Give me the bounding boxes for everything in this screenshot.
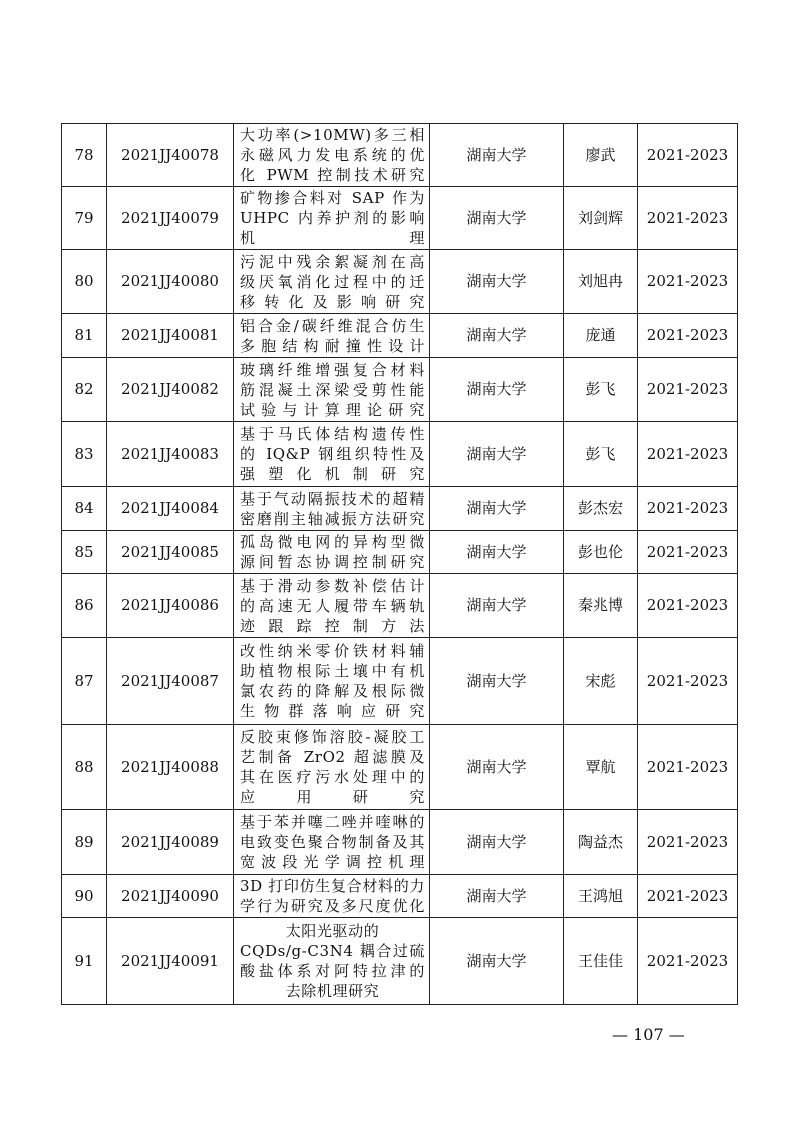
project-title-line: 改性纳米零价铁材料辅 bbox=[240, 642, 425, 660]
project-leader: 彭也伦 bbox=[564, 531, 638, 574]
table-row bbox=[62, 358, 738, 422]
project-period: 2021-2023 bbox=[638, 358, 738, 422]
row-number: 81 bbox=[62, 314, 107, 358]
project-period: 2021-2023 bbox=[638, 810, 738, 875]
project-period: 2021-2023 bbox=[638, 875, 738, 918]
project-period: 2021-2023 bbox=[638, 531, 738, 574]
project-title-line: 基于滑动参数补偿估计 bbox=[240, 576, 425, 595]
project-title-line: 去除机理研究 bbox=[285, 982, 380, 1000]
institution: 湖南大学 bbox=[430, 487, 564, 531]
project-title-line: 孤岛微电网的异构型微 bbox=[240, 533, 425, 551]
table-row bbox=[62, 810, 738, 875]
project-title bbox=[234, 638, 430, 725]
project-leader: 陶益杰 bbox=[564, 810, 638, 875]
page-number: — 107 — bbox=[612, 1025, 685, 1044]
project-period: 2021-2023 bbox=[638, 638, 738, 725]
project-title bbox=[234, 574, 430, 638]
project-id: 2021JJ40078 bbox=[107, 124, 234, 187]
institution: 湖南大学 bbox=[430, 358, 564, 422]
row-number: 78 bbox=[62, 124, 107, 187]
row-number: 83 bbox=[62, 422, 107, 487]
institution: 湖南大学 bbox=[430, 574, 564, 638]
project-title-line: 3D 打印仿生复合材料的力 bbox=[240, 877, 425, 895]
project-title bbox=[234, 487, 430, 531]
project-title-line: 铝合金/碳纤维混合仿生 bbox=[240, 316, 425, 335]
project-title-line: 基于马氏体结构遗传性 bbox=[240, 425, 425, 443]
project-title-line: 应用研究 bbox=[240, 788, 425, 806]
project-id: 2021JJ40083 bbox=[107, 422, 234, 487]
project-leader: 秦兆博 bbox=[564, 574, 638, 638]
project-leader: 彭飞 bbox=[564, 422, 638, 487]
project-period: 2021-2023 bbox=[638, 725, 738, 810]
institution: 湖南大学 bbox=[430, 314, 564, 358]
project-period: 2021-2023 bbox=[638, 250, 738, 314]
table-row bbox=[62, 124, 738, 187]
project-title bbox=[234, 531, 430, 574]
project-title-line: 大功率(>10MW)多三相 bbox=[240, 126, 425, 144]
project-period: 2021-2023 bbox=[638, 187, 738, 250]
project-id: 2021JJ40082 bbox=[107, 358, 234, 422]
project-title-line: 宽波段光学调控机理 bbox=[240, 853, 425, 871]
project-title bbox=[234, 187, 430, 250]
project-period: 2021-2023 bbox=[638, 422, 738, 487]
institution: 湖南大学 bbox=[430, 187, 564, 250]
project-leader: 刘旭冉 bbox=[564, 250, 638, 314]
project-period: 2021-2023 bbox=[638, 487, 738, 531]
project-id: 2021JJ40079 bbox=[107, 187, 234, 250]
institution: 湖南大学 bbox=[430, 875, 564, 918]
project-leader: 彭杰宏 bbox=[564, 487, 638, 531]
project-title-line: 助植物根际土壤中有机 bbox=[240, 662, 425, 680]
project-period: 2021-2023 bbox=[638, 314, 738, 358]
institution: 湖南大学 bbox=[430, 531, 564, 574]
project-title-line: 密磨削主轴减振方法研究 bbox=[240, 509, 425, 528]
project-period: 2021-2023 bbox=[638, 918, 738, 1005]
project-id: 2021JJ40081 bbox=[107, 314, 234, 358]
project-leader: 王鸿旭 bbox=[564, 875, 638, 918]
table-row bbox=[62, 187, 738, 250]
project-title bbox=[234, 250, 430, 314]
project-id: 2021JJ40090 bbox=[107, 875, 234, 918]
project-title bbox=[234, 725, 430, 810]
project-title-line: 的 IQ&P 钢组织特性及 bbox=[240, 445, 425, 463]
project-title-line: 生物群落响应研究 bbox=[240, 702, 425, 720]
project-title-line: 反胶束修饰溶胶-凝胶工 bbox=[240, 728, 425, 746]
project-title bbox=[234, 358, 430, 422]
project-id: 2021JJ40091 bbox=[107, 918, 234, 1005]
row-number: 84 bbox=[62, 487, 107, 531]
row-number: 87 bbox=[62, 638, 107, 725]
project-title-line: 迹跟踪控制方法 bbox=[240, 616, 425, 635]
row-number: 91 bbox=[62, 918, 107, 1005]
project-title-line: 强塑化机制研究 bbox=[240, 465, 425, 483]
project-title-line: 污泥中残余絮凝剂在高 bbox=[240, 252, 425, 271]
project-period: 2021-2023 bbox=[638, 124, 738, 187]
row-number: 86 bbox=[62, 574, 107, 638]
project-title bbox=[234, 875, 430, 918]
project-title-line: 电致变色聚合物制备及其 bbox=[240, 833, 425, 851]
project-title bbox=[234, 810, 430, 875]
project-leader: 刘剑辉 bbox=[564, 187, 638, 250]
row-number: 89 bbox=[62, 810, 107, 875]
project-title-line: 氯农药的降解及根际微 bbox=[240, 682, 425, 700]
table-row bbox=[62, 422, 738, 487]
row-number: 85 bbox=[62, 531, 107, 574]
table-row bbox=[62, 250, 738, 314]
project-id: 2021JJ40080 bbox=[107, 250, 234, 314]
project-title bbox=[234, 124, 430, 187]
project-title-line: 永磁风力发电系统的优 bbox=[240, 146, 425, 164]
project-title-line: 试验与计算理论研究 bbox=[240, 400, 425, 419]
row-number: 88 bbox=[62, 725, 107, 810]
project-id: 2021JJ40086 bbox=[107, 574, 234, 638]
table-row bbox=[62, 531, 738, 574]
table-row bbox=[62, 574, 738, 638]
table-row bbox=[62, 487, 738, 531]
table-row bbox=[62, 314, 738, 358]
project-title-line: 的高速无人履带车辆轨 bbox=[240, 596, 425, 615]
row-number: 90 bbox=[62, 875, 107, 918]
institution: 湖南大学 bbox=[430, 250, 564, 314]
project-title bbox=[234, 314, 430, 358]
project-id: 2021JJ40088 bbox=[107, 725, 234, 810]
project-leader: 廖武 bbox=[564, 124, 638, 187]
table-body bbox=[62, 124, 738, 1005]
project-title-line: 基于气动隔振技术的超精 bbox=[240, 489, 425, 508]
project-title-line: 矿物掺合料对 SAP 作为 bbox=[240, 189, 425, 207]
project-title-line: 艺制备 ZrO2 超滤膜及 bbox=[240, 748, 425, 766]
project-leader: 庞通 bbox=[564, 314, 638, 358]
project-id: 2021JJ40084 bbox=[107, 487, 234, 531]
institution: 湖南大学 bbox=[430, 124, 564, 187]
project-title bbox=[234, 422, 430, 487]
project-title-line: UHPC 内养护剂的影响 bbox=[240, 209, 425, 227]
project-title bbox=[234, 918, 430, 1005]
project-title-line: 源间暂态协调控制研究 bbox=[240, 553, 425, 571]
row-number: 82 bbox=[62, 358, 107, 422]
institution: 湖南大学 bbox=[430, 725, 564, 810]
institution: 湖南大学 bbox=[430, 918, 564, 1005]
project-title-line: 多胞结构耐撞性设计 bbox=[240, 336, 425, 355]
project-title-line: 其在医疗污水处理中的 bbox=[240, 768, 425, 786]
institution: 湖南大学 bbox=[430, 422, 564, 487]
row-number: 79 bbox=[62, 187, 107, 250]
project-title-line: 筋混凝土深梁受剪性能 bbox=[240, 380, 425, 399]
project-title-line: 酸盐体系对阿特拉津的 bbox=[240, 962, 425, 980]
project-id: 2021JJ40085 bbox=[107, 531, 234, 574]
table-row bbox=[62, 638, 738, 725]
project-title-line: 太阳光驱动的 bbox=[285, 922, 380, 940]
institution: 湖南大学 bbox=[430, 810, 564, 875]
project-id: 2021JJ40089 bbox=[107, 810, 234, 875]
project-id: 2021JJ40087 bbox=[107, 638, 234, 725]
project-title-line: 移转化及影响研究 bbox=[240, 292, 425, 311]
project-title-line: 机理 bbox=[240, 229, 425, 247]
table-row bbox=[62, 725, 738, 810]
project-title-line: 基于苯并噻二唑并喹啉的 bbox=[240, 813, 425, 831]
institution: 湖南大学 bbox=[430, 638, 564, 725]
project-title-line: 级厌氧消化过程中的迁 bbox=[240, 272, 425, 291]
project-title-line: 化 PWM 控制技术研究 bbox=[240, 166, 425, 184]
row-number: 80 bbox=[62, 250, 107, 314]
project-leader: 覃航 bbox=[564, 725, 638, 810]
table-row bbox=[62, 918, 738, 1005]
project-period: 2021-2023 bbox=[638, 574, 738, 638]
table-row bbox=[62, 875, 738, 918]
project-table bbox=[61, 123, 738, 1005]
project-title-line: CQDs/g-C3N4 耦合过硫 bbox=[240, 942, 425, 960]
project-leader: 宋彪 bbox=[564, 638, 638, 725]
project-leader: 彭飞 bbox=[564, 358, 638, 422]
project-title-line: 玻璃纤维增强复合材料 bbox=[240, 360, 425, 379]
project-leader: 王佳佳 bbox=[564, 918, 638, 1005]
project-title-line: 学行为研究及多尺度优化 bbox=[240, 897, 425, 915]
